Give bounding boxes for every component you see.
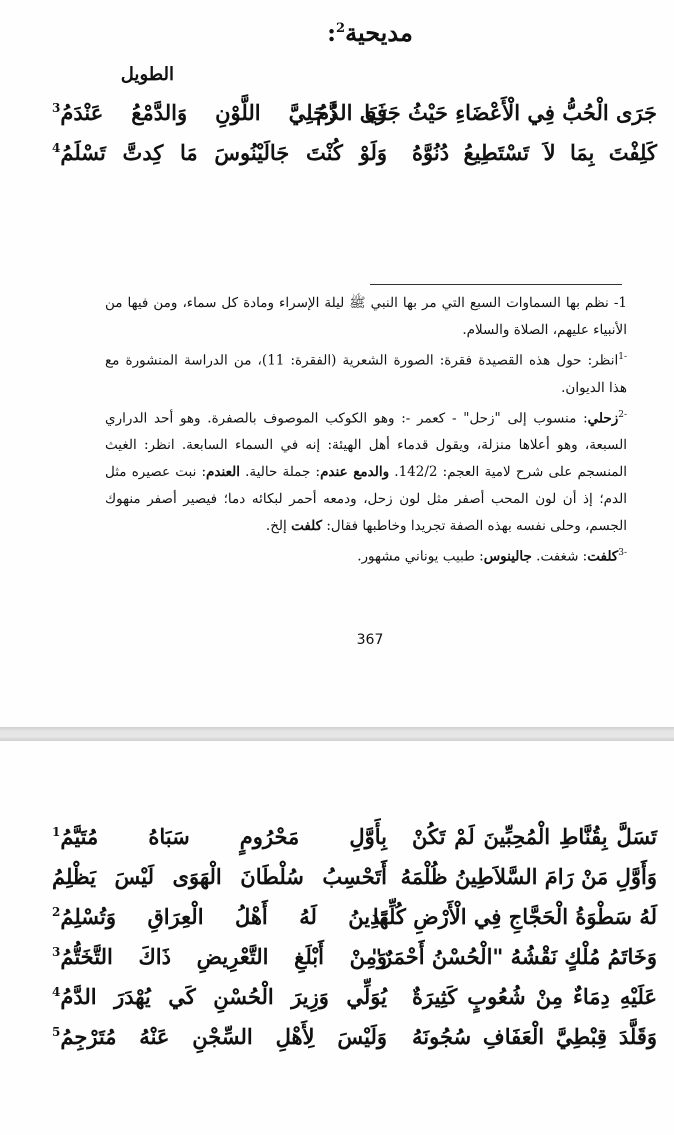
footnote xyxy=(105,402,627,541)
second-hemistich xyxy=(52,100,387,125)
page-number: 367 xyxy=(356,632,384,648)
footnote-ref[interactable]: 3 xyxy=(52,101,61,115)
footnote-ref[interactable]: 2 xyxy=(336,21,346,36)
footnote-mark: 1- xyxy=(613,295,627,311)
footnote-mark: -1 xyxy=(618,352,627,362)
second-hemistich xyxy=(52,140,387,165)
footnote-ref[interactable]: 4 xyxy=(52,985,61,999)
term: العندم xyxy=(206,464,240,480)
second-hemistich xyxy=(52,1024,387,1049)
footnote-text: : نبت عصيره مثل الدم؛ إذ أن لون المحب أصفر مثل لون زحل، ودمعه أحمر لبكائه دما؛ فيصير أصفر منهوك الجسم، وحلى نفسه بهذه الصفة تجريدا وخاطبها فقال: xyxy=(105,464,627,534)
footnote-ref[interactable]: 5 xyxy=(52,1025,61,1039)
hemistich-text: أَتَحْسِبُ سُلْطَانَ الْهَوَى لَيْسَ يَظْلِمُ xyxy=(52,864,387,889)
first-hemistich: وَأَوَّلِ مَنْ رَامَ السَّلاَطِينُ ظُلْمَهُ xyxy=(400,864,657,889)
verse-line xyxy=(40,100,665,136)
hemistich-text: وَلَيْسَ لِأَهْلِ السِّجْنِ عَنْهُ مُتَرْجِمُ xyxy=(60,1024,387,1049)
poem-meter: الطويل xyxy=(120,64,174,85)
first-hemistich: وَقَلَّدَ قِبْطِيَّ الْعَفَافِ سُجُونَهُ xyxy=(412,1024,657,1049)
verse-line xyxy=(40,140,665,176)
footnote-text: إلخ. xyxy=(265,518,292,534)
footnote-ref[interactable]: 1 xyxy=(52,825,61,839)
footnote xyxy=(105,540,627,571)
hemistich-text: وَلَوْ كُنْتَ جَالَيْنُوسَ مَا كِدتَّ تَسْلَمُ xyxy=(60,140,387,165)
hemistich-text: تَدِينُ لَهُ أَهْلُ الْعِرَاقِ وَتُسْلِمُ xyxy=(60,904,387,929)
first-hemistich: جَرَى الْحُبُّ فِي الْأَعْضَاءِ حَيْثُ جَرَى الدَّمُ xyxy=(316,100,657,125)
footnote xyxy=(105,290,627,344)
verse-line xyxy=(40,904,665,940)
footnote-ref[interactable]: 4 xyxy=(52,141,61,155)
footnote-ref[interactable]: 2 xyxy=(52,905,61,919)
first-hemistich: وَخَاتَمُ مُلْكٍ نَقْشُهُ "الْحُسْنُ أَحْمَرٌ" xyxy=(371,944,657,969)
page-separator xyxy=(0,727,674,741)
first-hemistich: لَهُ سَطْوَةُ الْحَجَّاجِ فِي الْأَرْضِ كُلِّهَا xyxy=(372,904,657,929)
footnote-divider xyxy=(370,284,622,285)
footnotes xyxy=(105,290,627,571)
term: جالينوس xyxy=(483,548,532,565)
hemistich-text: يُوَلِّي وَزِيرَ الْحُسْنِ كَي يُهْدَرَ الدَّمُ xyxy=(60,984,387,1009)
hemistich-text: وَمِنْ أَبْلَغِ التَّعْرِيضِ ذَاكَ التَّخَتُّمُ xyxy=(60,944,387,969)
title-text: مديحية xyxy=(345,18,413,47)
footnote-ref[interactable]: 3 xyxy=(52,945,61,959)
verse-line xyxy=(40,984,665,1020)
poem-title xyxy=(0,18,674,47)
second-hemistich xyxy=(52,944,387,969)
footnote-text: : طبيب يوناني مشهور. xyxy=(357,548,484,565)
hemistich-text: بِأَوَّلِ مَحْرُومٍ سَبَاهُ مُتَيَّمُ xyxy=(60,824,387,849)
verse-line xyxy=(40,944,665,980)
term: زحلي xyxy=(587,410,619,426)
term: كلفت xyxy=(587,548,619,565)
footnote-mark: -3 xyxy=(618,548,627,558)
second-hemistich xyxy=(52,864,387,889)
second-hemistich xyxy=(52,904,387,929)
footnote-text: : شغفت. xyxy=(531,548,588,565)
footnote-text: : منسوب إلى "زحل" - كعمر -: وهو الكوكب الموصوف بالصفرة. وهو أحد الدراري السبعة، وهو أعلاها منزلة، ويقول قدماء أهل الهيئة: إنه في السماء السابعة. انظر: الغيث المنسجم على شرح لامية العجم: 142/2. xyxy=(105,410,627,480)
term: والدمع عندم xyxy=(320,464,390,480)
title-colon: : xyxy=(327,18,337,47)
first-hemistich: تَسَلَّ بِقُنَّاطِ الْمُحِبِّينَ لَمْ تَكُنْ xyxy=(412,824,657,849)
first-hemistich: كَلِفْتَ بِمَا لاَ تَسْتَطِيعُ دُنُوَّهُ xyxy=(412,140,657,165)
verse-line xyxy=(40,824,665,860)
verse-line xyxy=(40,864,665,900)
second-hemistich xyxy=(52,824,387,849)
footnote-text: نظم بها السماوات السبع التي مر بها النبي ﷺ ليلة الإسراء ومادة كل سماء، ومن فيها من الأنبياء عليهم، الصلاة والسلام. xyxy=(105,295,627,338)
footnote xyxy=(105,344,627,402)
footnote-text: انظر: حول هذه القصيدة فقرة: الصورة الشعرية (الفقرة: 11)، من الدراسة المنشورة مع هذا الديوان. xyxy=(105,352,627,396)
second-hemistich xyxy=(52,984,387,1009)
footnote-mark: -2 xyxy=(618,409,627,420)
footnote-text: : جملة حالية. xyxy=(239,464,321,480)
hemistich-text: فَيَا زُحَلِيَّ اللَّوْنِ وَالدَّمْعُ عَنْدَمُ xyxy=(60,100,387,125)
first-hemistich: عَلَيْهِ دِمَاءٌ مِنْ شُعُوبٍ كَثِيرَةٌ xyxy=(412,984,657,1009)
term: كلفت xyxy=(291,518,323,534)
verse-line xyxy=(40,1024,665,1060)
